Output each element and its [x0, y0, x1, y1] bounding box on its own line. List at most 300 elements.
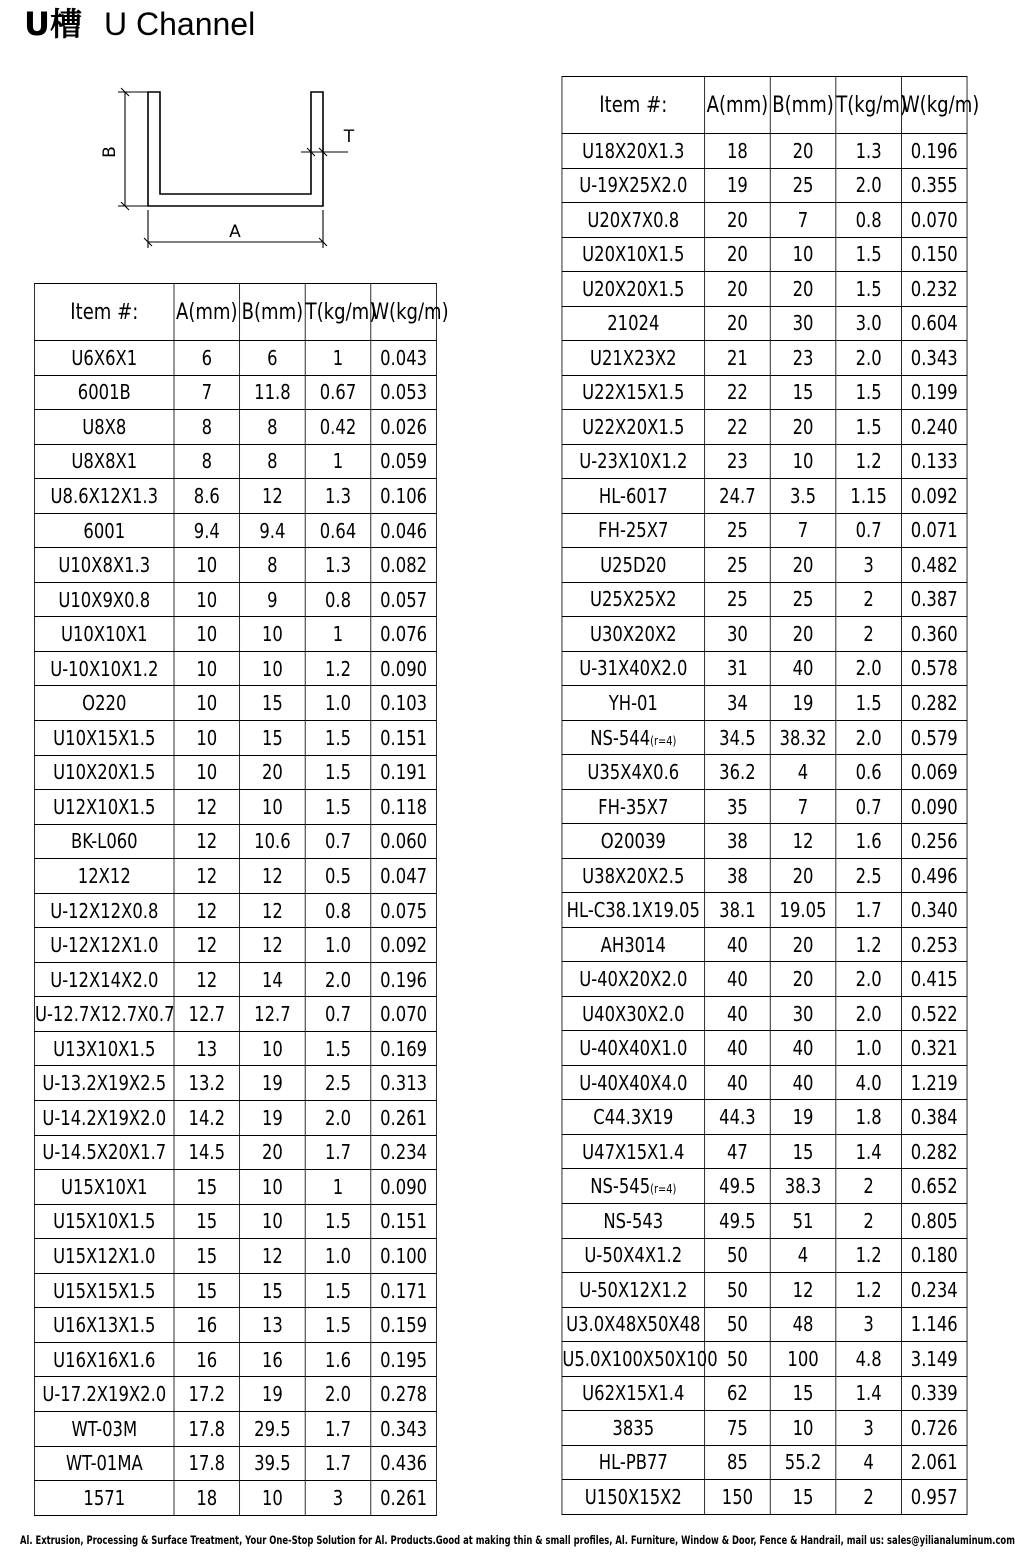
- b-mm-cell: 15: [240, 1273, 306, 1308]
- table-row: [35, 1204, 437, 1239]
- b-mm-cell: 8: [240, 548, 306, 583]
- t-cell: 0.6: [836, 755, 902, 790]
- table-row: [35, 582, 437, 617]
- t-cell: 1.7: [305, 1446, 371, 1481]
- w-cell: 0.343: [901, 341, 967, 376]
- item-cell: U8X8X1: [35, 444, 174, 479]
- table-row: [562, 824, 967, 859]
- item-cell: U10X9X0.8: [35, 582, 174, 617]
- b-mm-cell: 15: [770, 1376, 836, 1411]
- a-mm-cell: 23: [705, 444, 771, 479]
- label-t: T: [343, 127, 355, 147]
- a-mm-cell: 22: [705, 375, 771, 410]
- t-cell: 1.7: [836, 893, 902, 928]
- a-mm-cell: 10: [174, 582, 240, 617]
- a-mm-cell: 8.6: [174, 479, 240, 514]
- item-cell: AH3014: [562, 927, 705, 962]
- a-mm-cell: 25: [705, 582, 771, 617]
- t-cell: 2.0: [836, 168, 902, 203]
- w-cell: 0.100: [371, 1239, 437, 1274]
- item-cell: U8X8: [35, 410, 174, 445]
- b-mm-cell: 19.05: [770, 893, 836, 928]
- item-cell: C44.3X19: [562, 1100, 705, 1135]
- b-mm-cell: 19: [240, 1377, 306, 1412]
- t-cell: 1: [305, 444, 371, 479]
- a-mm-cell: 12.7: [174, 997, 240, 1032]
- a-mm-cell: 25: [705, 513, 771, 548]
- t-cell: 1.5: [305, 1031, 371, 1066]
- table-row: [35, 1377, 437, 1412]
- b-mm-cell: 7: [770, 789, 836, 824]
- table-row: [562, 1307, 967, 1342]
- w-cell: 0.151: [371, 1204, 437, 1239]
- item-cell: U25D20: [562, 548, 705, 583]
- table-row: [562, 893, 967, 928]
- b-mm-cell: 51: [770, 1203, 836, 1238]
- w-cell: 0.282: [901, 686, 967, 721]
- table-row: [562, 582, 967, 617]
- w-cell: 2.061: [901, 1445, 967, 1480]
- w-cell: 0.387: [901, 582, 967, 617]
- item-cell: FH-35X7: [562, 789, 705, 824]
- t-cell: 2: [836, 1203, 902, 1238]
- item-cell: YH-01: [562, 686, 705, 721]
- b-mm-cell: 6: [240, 341, 306, 376]
- table-row: [562, 1273, 967, 1308]
- table-row: [35, 1481, 437, 1516]
- a-mm-cell: 10: [174, 617, 240, 652]
- t-cell: 2: [836, 1169, 902, 1204]
- item-cell: U150X15X2: [562, 1480, 705, 1515]
- w-cell: 0.069: [901, 755, 967, 790]
- table-row: [35, 341, 437, 376]
- table-row: [562, 1376, 967, 1411]
- t-cell: 3.0: [836, 306, 902, 341]
- w-cell: 0.057: [371, 582, 437, 617]
- a-mm-cell: 24.7: [705, 479, 771, 514]
- item-cell: U62X15X1.4: [562, 1376, 705, 1411]
- b-mm-cell: 19: [770, 686, 836, 721]
- table-header-row: [562, 77, 967, 134]
- table-row: [562, 1169, 967, 1204]
- b-mm-cell: 8: [240, 444, 306, 479]
- a-mm-cell: 31: [705, 651, 771, 686]
- item-cell: U-31X40X2.0: [562, 651, 705, 686]
- item-cell: HL-6017: [562, 479, 705, 514]
- a-mm-cell: 17.8: [174, 1446, 240, 1481]
- table-row: [562, 1031, 967, 1066]
- table-row: [562, 1342, 967, 1377]
- item-cell: U10X20X1.5: [35, 755, 174, 790]
- w-cell: 0.159: [371, 1308, 437, 1343]
- b-mm-cell: 12.7: [240, 997, 306, 1032]
- a-mm-cell: 36.2: [705, 755, 771, 790]
- header-item: Item #:: [562, 77, 705, 134]
- table-row: [35, 686, 437, 721]
- a-mm-cell: 16: [174, 1342, 240, 1377]
- a-mm-cell: 14.5: [174, 1135, 240, 1170]
- table-row: [35, 548, 437, 583]
- w-cell: 0.082: [371, 548, 437, 583]
- w-cell: 0.321: [901, 1031, 967, 1066]
- w-cell: 0.360: [901, 617, 967, 652]
- t-cell: 1.5: [305, 721, 371, 756]
- w-cell: 0.169: [371, 1031, 437, 1066]
- w-cell: 0.070: [371, 997, 437, 1032]
- b-mm-cell: 20: [770, 548, 836, 583]
- a-mm-cell: 17.2: [174, 1377, 240, 1412]
- t-cell: 3: [836, 1307, 902, 1342]
- item-cell: 3835: [562, 1411, 705, 1446]
- header-item: Item #:: [35, 284, 174, 341]
- w-cell: 0.278: [371, 1377, 437, 1412]
- table-row: [35, 962, 437, 997]
- item-cell: U3.0X48X50X48: [562, 1307, 705, 1342]
- t-cell: 1: [305, 1170, 371, 1205]
- item-cell: U-17.2X19X2.0: [35, 1377, 174, 1412]
- b-mm-cell: 10: [770, 444, 836, 479]
- t-cell: 4.8: [836, 1342, 902, 1377]
- b-mm-cell: 12: [770, 824, 836, 859]
- a-mm-cell: 8: [174, 410, 240, 445]
- w-cell: 0.090: [371, 1170, 437, 1205]
- header-a-mm: A(mm): [174, 284, 240, 341]
- b-mm-cell: 9: [240, 582, 306, 617]
- b-mm-cell: 4: [770, 1238, 836, 1273]
- item-cell: U20X20X1.5: [562, 272, 705, 307]
- b-mm-cell: 55.2: [770, 1445, 836, 1480]
- table-row: [35, 893, 437, 928]
- table-row: [35, 859, 437, 894]
- t-cell: 0.7: [305, 824, 371, 859]
- header-w: W(kg/m): [371, 284, 437, 341]
- item-cell: U-50X12X1.2: [562, 1273, 705, 1308]
- w-cell: 0.232: [901, 272, 967, 307]
- a-mm-cell: 15: [174, 1273, 240, 1308]
- table-row: [35, 1239, 437, 1274]
- t-cell: 2.0: [836, 720, 902, 755]
- a-mm-cell: 62: [705, 1376, 771, 1411]
- w-cell: 0.150: [901, 237, 967, 272]
- t-cell: 0.7: [305, 997, 371, 1032]
- item-cell: FH-25X7: [562, 513, 705, 548]
- b-mm-cell: 7: [770, 513, 836, 548]
- t-cell: 1.5: [836, 272, 902, 307]
- a-mm-cell: 16: [174, 1308, 240, 1343]
- item-cell: U22X20X1.5: [562, 410, 705, 445]
- item-cell: U8.6X12X1.3: [35, 479, 174, 514]
- b-mm-cell: 10: [240, 651, 306, 686]
- item-cell: U15X10X1: [35, 1170, 174, 1205]
- table-row: [35, 1308, 437, 1343]
- item-cell: U-10X10X1.2: [35, 651, 174, 686]
- a-mm-cell: 44.3: [705, 1100, 771, 1135]
- t-cell: 0.67: [305, 375, 371, 410]
- t-cell: 1: [305, 341, 371, 376]
- table-row: [562, 789, 967, 824]
- t-cell: 1.4: [836, 1134, 902, 1169]
- b-mm-cell: 12: [240, 859, 306, 894]
- t-cell: 2.0: [836, 651, 902, 686]
- spec-table-left: [34, 283, 449, 1516]
- b-mm-cell: 12: [240, 893, 306, 928]
- item-cell: U15X15X1.5: [35, 1273, 174, 1308]
- item-cell: U30X20X2: [562, 617, 705, 652]
- w-cell: 0.196: [371, 962, 437, 997]
- table-row: [562, 651, 967, 686]
- b-mm-cell: 3.5: [770, 479, 836, 514]
- item-cell: 21024: [562, 306, 705, 341]
- a-mm-cell: 20: [705, 306, 771, 341]
- t-cell: 3: [836, 548, 902, 583]
- b-mm-cell: 48: [770, 1307, 836, 1342]
- table-row: [35, 410, 437, 445]
- b-mm-cell: 11.8: [240, 375, 306, 410]
- a-mm-cell: 15: [174, 1204, 240, 1239]
- t-cell: 2.0: [305, 1101, 371, 1136]
- b-mm-cell: 15: [770, 1480, 836, 1515]
- a-mm-cell: 13: [174, 1031, 240, 1066]
- w-cell: 0.957: [901, 1480, 967, 1515]
- w-cell: 0.191: [371, 755, 437, 790]
- t-cell: 1.8: [836, 1100, 902, 1135]
- a-mm-cell: 12: [174, 824, 240, 859]
- item-name: NS-545: [590, 1174, 651, 1199]
- table-row: [562, 1480, 967, 1515]
- b-mm-cell: 12: [240, 479, 306, 514]
- a-mm-cell: 49.5: [705, 1169, 771, 1204]
- t-cell: 1.5: [836, 410, 902, 445]
- item-cell: U-12.7X12.7X0.7: [35, 997, 174, 1032]
- a-mm-cell: 7: [174, 375, 240, 410]
- w-cell: 0.726: [901, 1411, 967, 1446]
- t-cell: 1.5: [305, 1308, 371, 1343]
- t-cell: 1.15: [836, 479, 902, 514]
- w-cell: 0.234: [901, 1273, 967, 1308]
- table-row: [562, 996, 967, 1031]
- label-b: B: [100, 146, 120, 158]
- w-cell: 0.043: [371, 341, 437, 376]
- b-mm-cell: 16: [240, 1342, 306, 1377]
- a-mm-cell: 30: [705, 617, 771, 652]
- b-mm-cell: 19: [770, 1100, 836, 1135]
- a-mm-cell: 19: [705, 168, 771, 203]
- item-cell: U-40X40X4.0: [562, 1065, 705, 1100]
- w-cell: 0.340: [901, 893, 967, 928]
- b-mm-cell: 19: [240, 1101, 306, 1136]
- t-cell: 1.6: [305, 1342, 371, 1377]
- a-mm-cell: 40: [705, 962, 771, 997]
- item-cell: U22X15X1.5: [562, 375, 705, 410]
- item-cell: U-12X14X2.0: [35, 962, 174, 997]
- item-cell: U38X20X2.5: [562, 858, 705, 893]
- item-cell: U-50X4X1.2: [562, 1238, 705, 1273]
- w-cell: 0.090: [901, 789, 967, 824]
- b-mm-cell: 10: [240, 1204, 306, 1239]
- t-cell: 2: [836, 582, 902, 617]
- b-mm-cell: 9.4: [240, 513, 306, 548]
- table-row: [35, 1411, 437, 1446]
- b-mm-cell: 20: [770, 134, 836, 169]
- item-cell: HL-PB77: [562, 1445, 705, 1480]
- table-row: [35, 1446, 437, 1481]
- w-cell: 0.106: [371, 479, 437, 514]
- table-row: [35, 444, 437, 479]
- item-cell: U18X20X1.3: [562, 134, 705, 169]
- a-mm-cell: 9.4: [174, 513, 240, 548]
- b-mm-cell: 12: [240, 928, 306, 963]
- table-row: [562, 686, 967, 721]
- a-mm-cell: 10: [174, 721, 240, 756]
- t-cell: 4: [836, 1445, 902, 1480]
- t-cell: 2.0: [305, 962, 371, 997]
- w-cell: 1.146: [901, 1307, 967, 1342]
- footer-note: Al. Extrusion, Processing & Surface Treatment, Your One-Stop Solution for Al. Products.Good at making thin & small profiles, Al. Furniture, Window & Door, Fence & Handrail, mail us: sales@yilianaluminum.com: [20, 1533, 1015, 1547]
- table-row: [35, 721, 437, 756]
- table-row: [35, 824, 437, 859]
- header-t: T(kg/m): [836, 77, 902, 134]
- table-row: [562, 410, 967, 445]
- header-w: W(kg/m): [901, 77, 967, 134]
- w-cell: 0.053: [371, 375, 437, 410]
- spec-table-right: [562, 76, 980, 1515]
- w-cell: 0.092: [901, 479, 967, 514]
- t-cell: 1.0: [836, 1031, 902, 1066]
- a-mm-cell: 47: [705, 1134, 771, 1169]
- a-mm-cell: 35: [705, 789, 771, 824]
- table-row: [562, 1100, 967, 1135]
- page-title: [24, 2, 255, 46]
- b-mm-cell: 20: [240, 755, 306, 790]
- b-mm-cell: 40: [770, 651, 836, 686]
- item-cell: 1571: [35, 1481, 174, 1516]
- w-cell: 0.604: [901, 306, 967, 341]
- table-row: [562, 513, 967, 548]
- b-mm-cell: 23: [770, 341, 836, 376]
- table-row: [562, 444, 967, 479]
- table-row: [562, 203, 967, 238]
- w-cell: 0.026: [371, 410, 437, 445]
- w-cell: 0.171: [371, 1273, 437, 1308]
- t-cell: 0.64: [305, 513, 371, 548]
- t-cell: 1.2: [836, 1273, 902, 1308]
- table-row: [562, 858, 967, 893]
- w-cell: 0.059: [371, 444, 437, 479]
- b-mm-cell: 13: [240, 1308, 306, 1343]
- w-cell: 0.195: [371, 1342, 437, 1377]
- a-mm-cell: 150: [705, 1480, 771, 1515]
- w-cell: 0.199: [901, 375, 967, 410]
- u-channel-profile: [148, 92, 323, 206]
- w-cell: 0.060: [371, 824, 437, 859]
- u-channel-diagram: [100, 80, 370, 255]
- a-mm-cell: 34.5: [705, 720, 771, 755]
- b-mm-cell: 20: [240, 1135, 306, 1170]
- table-row: [562, 1445, 967, 1480]
- t-cell: 1.5: [305, 755, 371, 790]
- table-row: [35, 651, 437, 686]
- w-cell: 0.313: [371, 1066, 437, 1101]
- header-t: T(kg/m): [305, 284, 371, 341]
- b-mm-cell: 29.5: [240, 1411, 306, 1446]
- b-mm-cell: 10: [240, 1170, 306, 1205]
- table-row: [562, 1065, 967, 1100]
- label-a: A: [229, 222, 241, 242]
- b-mm-cell: 25: [770, 168, 836, 203]
- t-cell: 2.5: [305, 1066, 371, 1101]
- w-cell: 0.522: [901, 996, 967, 1031]
- item-cell: U16X13X1.5: [35, 1308, 174, 1343]
- a-mm-cell: 40: [705, 996, 771, 1031]
- w-cell: 0.070: [901, 203, 967, 238]
- b-mm-cell: 38.32: [770, 720, 836, 755]
- a-mm-cell: 8: [174, 444, 240, 479]
- table-row: [562, 1203, 967, 1238]
- item-cell: 12X12: [35, 859, 174, 894]
- a-mm-cell: 6: [174, 341, 240, 376]
- a-mm-cell: 38.1: [705, 893, 771, 928]
- a-mm-cell: 10: [174, 686, 240, 721]
- b-mm-cell: 40: [770, 1031, 836, 1066]
- table-row: [562, 1134, 967, 1169]
- table-row: [562, 548, 967, 583]
- a-mm-cell: 25: [705, 548, 771, 583]
- item-cell: HL-C38.1X19.05: [562, 893, 705, 928]
- t-cell: 2: [836, 1480, 902, 1515]
- w-cell: 0.384: [901, 1100, 967, 1135]
- t-cell: 1.5: [305, 1204, 371, 1239]
- t-cell: 1.2: [836, 927, 902, 962]
- t-cell: 0.7: [836, 513, 902, 548]
- a-mm-cell: 85: [705, 1445, 771, 1480]
- b-mm-cell: 12: [770, 1273, 836, 1308]
- t-cell: 3: [836, 1411, 902, 1446]
- a-mm-cell: 12: [174, 893, 240, 928]
- w-cell: 0.240: [901, 410, 967, 445]
- b-mm-cell: 38.3: [770, 1169, 836, 1204]
- b-mm-cell: 30: [770, 306, 836, 341]
- b-mm-cell: 19: [240, 1066, 306, 1101]
- t-cell: 1.2: [836, 1238, 902, 1273]
- w-cell: 0.282: [901, 1134, 967, 1169]
- header-a-mm: A(mm): [705, 77, 771, 134]
- w-cell: 3.149: [901, 1342, 967, 1377]
- w-cell: 0.234: [371, 1135, 437, 1170]
- a-mm-cell: 38: [705, 824, 771, 859]
- w-cell: 0.496: [901, 858, 967, 893]
- item-cell: U20X7X0.8: [562, 203, 705, 238]
- a-mm-cell: 10: [174, 755, 240, 790]
- a-mm-cell: 14.2: [174, 1101, 240, 1136]
- item-radius-note: (r=4): [650, 1182, 677, 1197]
- b-mm-cell: 15: [240, 721, 306, 756]
- w-cell: 0.261: [371, 1101, 437, 1136]
- t-cell: 0.5: [305, 859, 371, 894]
- w-cell: 0.415: [901, 962, 967, 997]
- a-mm-cell: 75: [705, 1411, 771, 1446]
- table-row: [562, 134, 967, 169]
- a-mm-cell: 34: [705, 686, 771, 721]
- item-cell: WT-03M: [35, 1411, 174, 1446]
- w-cell: 0.092: [371, 928, 437, 963]
- t-cell: 1.0: [305, 928, 371, 963]
- table-row: [35, 1135, 437, 1170]
- t-cell: 2.5: [836, 858, 902, 893]
- item-cell: U15X12X1.0: [35, 1239, 174, 1274]
- a-mm-cell: 12: [174, 859, 240, 894]
- a-mm-cell: 10: [174, 651, 240, 686]
- w-cell: 0.046: [371, 513, 437, 548]
